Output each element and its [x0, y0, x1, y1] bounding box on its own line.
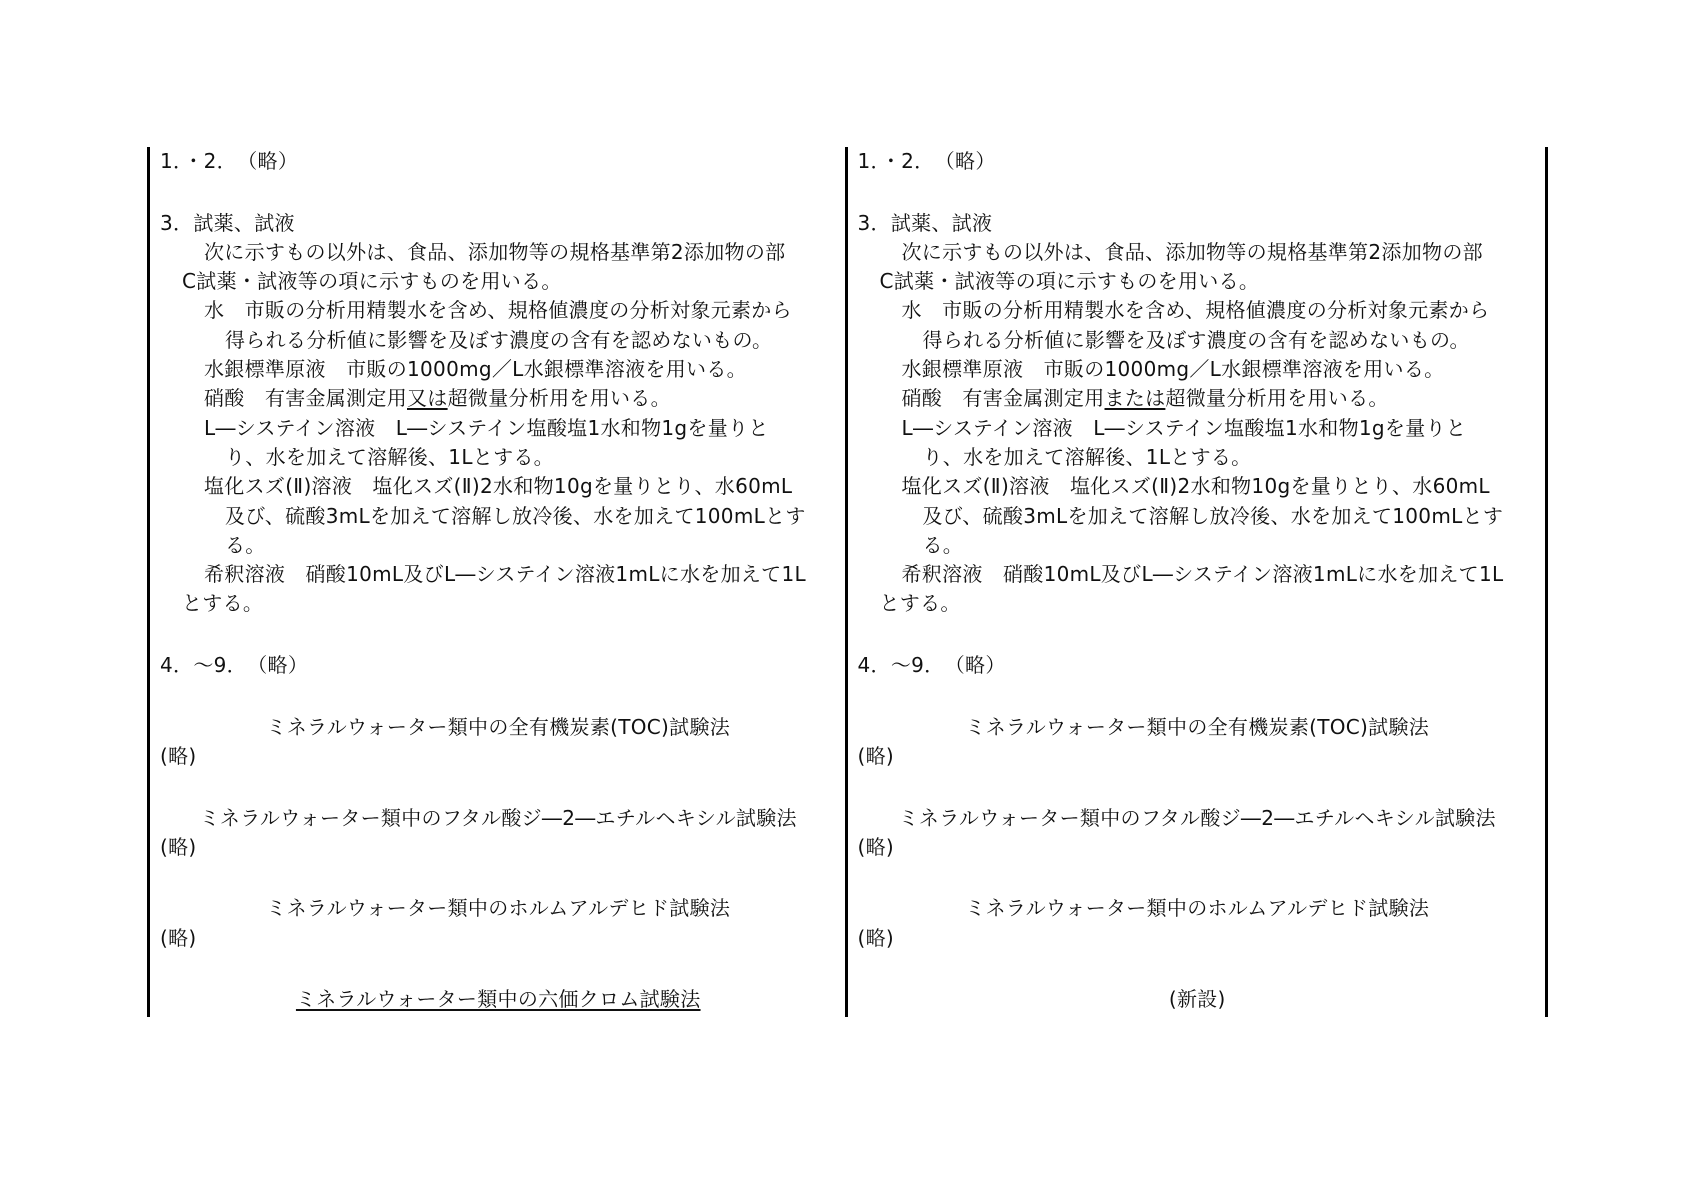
nitric-underlined: 又は	[407, 386, 448, 411]
phthalate-method-body: (略)	[857, 834, 895, 859]
dilution-line-2: とする。	[879, 591, 961, 616]
dilution-line-1: 希釈溶液 硝酸10mL及びL―システイン溶液1mLに水を加えて1L	[901, 562, 1504, 587]
water-line-1: 水 市販の分析用精製水を含め、規格値濃度の分析対象元素から	[204, 298, 792, 323]
toc-method-body: (略)	[857, 743, 895, 768]
section-3-title: 3．試薬、試液	[857, 210, 993, 235]
phthalate-method-title: ミネラルウォーター類中のフタル酸ジ―2―エチルヘキシル試験法	[898, 805, 1496, 830]
dilution-line-1: 希釈溶液 硝酸10mL及びL―システイン溶液1mLに水を加えて1L	[204, 562, 806, 587]
nitric-acid-line	[160, 384, 837, 413]
tin-chloride-line-2: 及び、硫酸3mLを加えて溶解し放冷後、水を加えて100mLとす	[922, 503, 1504, 528]
toc-method-title: ミネラルウォーター類中の全有機炭素(TOC)試験法	[965, 714, 1430, 739]
formaldehyde-method-body: (略)	[160, 925, 197, 950]
current-column	[848, 147, 1546, 1017]
nitric-prefix: 硝酸 有害金属測定用	[204, 386, 407, 411]
comparison-table	[147, 147, 1548, 1017]
cysteine-line-1: L―システイン溶液 L―システイン塩酸塩1水和物1gを量りと	[204, 415, 769, 440]
cysteine-line-2: り、水を加えて溶解後、1Lとする。	[225, 444, 554, 469]
cysteine-line-2: り、水を加えて溶解後、1Lとする。	[922, 444, 1252, 469]
formaldehyde-method-body: (略)	[857, 925, 895, 950]
section-1-2: 1．・2． （略）	[857, 149, 996, 173]
revised-column	[150, 147, 848, 1017]
formaldehyde-method-title: ミネラルウォーター類中のホルムアルデヒド試験法	[965, 896, 1430, 921]
intro-line-2: C試薬・試液等の項に示すものを用いる。	[879, 269, 1260, 294]
new-establishment-label: (新設)	[1168, 987, 1226, 1012]
intro-line-1: 次に示すもの以外は、食品、添加物等の規格基準第2添加物の部	[901, 239, 1483, 264]
section-3-title: 3．試薬、試液	[160, 210, 295, 235]
mercury-standard-line: 水銀標準原液 市販の1000mg／L水銀標準溶液を用いる。	[901, 357, 1445, 382]
nitric-suffix: 超微量分析用を用いる。	[1165, 386, 1389, 411]
intro-line-2: C試薬・試液等の項に示すものを用いる。	[182, 269, 562, 294]
mercury-standard-line: 水銀標準原液 市販の1000mg／L水銀標準溶液を用いる。	[204, 357, 747, 382]
toc-method-title: ミネラルウォーター類中の全有機炭素(TOC)試験法	[266, 714, 731, 739]
toc-method-body: (略)	[160, 743, 197, 768]
section-1-2: 1．・2． （略）	[160, 149, 299, 173]
cysteine-line-1: L―システイン溶液 L―システイン塩酸塩1水和物1gを量りと	[901, 415, 1467, 440]
phthalate-method-title: ミネラルウォーター類中のフタル酸ジ―2―エチルヘキシル試験法	[199, 805, 797, 830]
chromium-method-title	[160, 985, 837, 1014]
water-line-1: 水 市販の分析用精製水を含め、規格値濃度の分析対象元素から	[901, 298, 1490, 323]
tin-chloride-line-3: る。	[225, 532, 266, 557]
intro-line-1: 次に示すもの以外は、食品、添加物等の規格基準第2添加物の部	[204, 239, 786, 264]
water-line-2: 得られる分析値に影響を及ぼす濃度の含有を認めないもの。	[225, 327, 773, 352]
nitric-suffix: 超微量分析用を用いる。	[447, 386, 671, 411]
section-4-9: 4．～9． （略）	[160, 653, 309, 678]
section-4-9: 4．～9． （略）	[857, 653, 1006, 678]
tin-chloride-line-1: 塩化スズ(Ⅱ)溶液 塩化スズ(Ⅱ)2水和物10gを量りとり、水60mL	[901, 474, 1490, 499]
tin-chloride-line-1: 塩化スズ(Ⅱ)溶液 塩化スズ(Ⅱ)2水和物10gを量りとり、水60mL	[204, 474, 793, 499]
nitric-acid-line	[858, 384, 1538, 413]
water-line-2: 得られる分析値に影響を及ぼす濃度の含有を認めないもの。	[922, 327, 1470, 352]
tin-chloride-line-2: 及び、硫酸3mLを加えて溶解し放冷後、水を加えて100mLとす	[225, 503, 806, 528]
tin-chloride-line-3: る。	[922, 532, 964, 557]
phthalate-method-body: (略)	[160, 834, 197, 859]
nitric-underlined: または	[1104, 386, 1166, 411]
formaldehyde-method-title: ミネラルウォーター類中のホルムアルデヒド試験法	[266, 896, 731, 921]
dilution-line-2: とする。	[182, 591, 264, 616]
nitric-prefix: 硝酸 有害金属測定用	[901, 386, 1105, 411]
chromium-method-title-text: ミネラルウォーター類中の六価クロム試験法	[295, 987, 701, 1012]
